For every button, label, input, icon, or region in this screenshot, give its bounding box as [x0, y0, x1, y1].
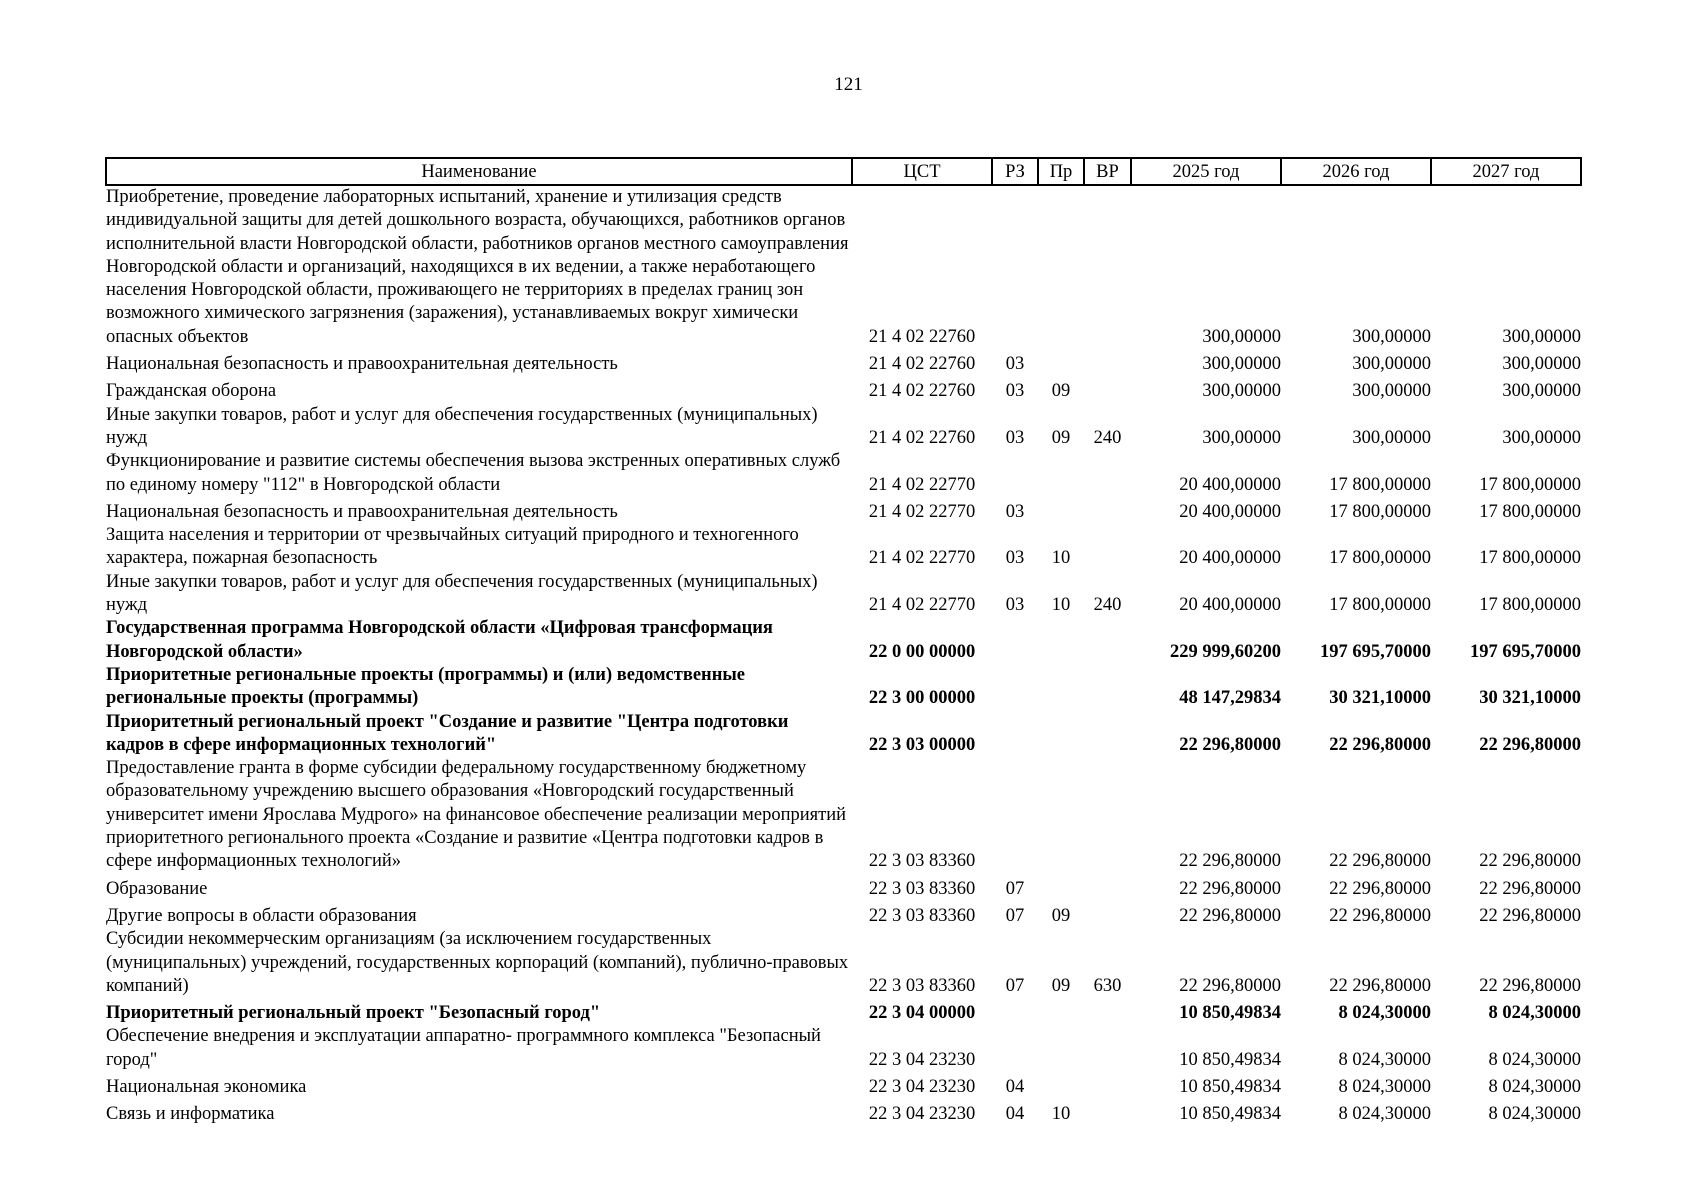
row-amount-2026: 22 296,80000 — [1329, 905, 1431, 926]
table-row — [106, 711, 1581, 758]
row-name: Другие вопросы в области образования — [106, 905, 417, 926]
row-pr — [1038, 874, 1084, 901]
row-name: Связь и информатика — [106, 1104, 275, 1125]
row-pr: 09 — [1051, 905, 1071, 926]
row-amount-2027: 22 296,80000 — [1479, 975, 1581, 996]
row-vr — [1084, 901, 1131, 928]
row-amount-2025: 22 296,80000 — [1179, 734, 1281, 755]
row-amount-2026: 8 024,30000 — [1338, 1049, 1431, 1070]
row-cst: 21 4 02 22770 — [868, 548, 976, 569]
row-name: Иные закупки товаров, работ и услуг для обеспечения государственных (муниципальных) нужд — [106, 404, 818, 448]
row-amount-2025: 300,00000 — [1202, 381, 1281, 402]
row-rz: 03 — [1005, 501, 1025, 522]
row-amount-2027: 8 024,30000 — [1488, 1104, 1581, 1125]
row-amount-2026: 300,00000 — [1352, 427, 1431, 448]
table-row — [106, 349, 1581, 376]
row-rz: 03 — [1005, 595, 1025, 616]
table-body — [106, 185, 1581, 1127]
row-amount-2027: 22 296,80000 — [1479, 851, 1581, 872]
row-amount-2027: 300,00000 — [1502, 354, 1581, 375]
row-amount-2027: 22 296,80000 — [1479, 734, 1581, 755]
row-cst: 22 3 03 83360 — [868, 905, 976, 926]
row-vr: 240 — [1093, 427, 1122, 448]
row-cst: 22 0 00 00000 — [868, 641, 976, 662]
row-amount-2025: 10 850,49834 — [1179, 1049, 1281, 1070]
header-year-2026: 2026 год — [1281, 158, 1431, 185]
row-cst: 21 4 02 22760 — [868, 354, 976, 375]
row-vr: 630 — [1093, 975, 1122, 996]
row-amount-2025: 10 850,49834 — [1179, 1104, 1281, 1125]
row-cst: 22 3 04 23230 — [868, 1049, 976, 1070]
row-cst: 21 4 02 22760 — [868, 326, 976, 347]
row-pr: 09 — [1051, 381, 1071, 402]
row-name: Государственная программа Новгородской области «Цифровая трансформация Новгородской области» — [106, 618, 773, 662]
row-rz: 03 — [1005, 427, 1025, 448]
row-vr — [1084, 497, 1131, 524]
row-rz — [992, 664, 1038, 711]
row-rz — [992, 998, 1038, 1025]
row-name: Предоставление гранта в форме субсидии федеральному государственному бюджетному образовательному учреждению высшего образования «Новгородский государственный университет имени Ярослава Мудрого» на финансовое обеспечение реализации мероприятий приоритетного регионального проекта «Создание и развитие «Центра подготовки кадров в сфере информационных технологий» — [106, 758, 847, 872]
table-row — [106, 901, 1581, 928]
row-amount-2025: 22 296,80000 — [1179, 851, 1281, 872]
row-pr — [1038, 450, 1084, 497]
row-rz — [992, 1025, 1038, 1072]
table-row — [106, 524, 1581, 571]
row-pr — [1038, 1025, 1084, 1072]
header-cst: ЦСТ — [852, 158, 992, 185]
row-amount-2026: 197 695,70000 — [1320, 641, 1431, 662]
row-amount-2026: 8 024,30000 — [1338, 1003, 1431, 1024]
row-amount-2026: 8 024,30000 — [1338, 1076, 1431, 1097]
row-cst: 21 4 02 22770 — [868, 595, 976, 616]
row-rz — [992, 450, 1038, 497]
row-rz — [992, 185, 1038, 349]
table-row — [106, 1099, 1581, 1126]
row-amount-2027: 8 024,30000 — [1488, 1076, 1581, 1097]
row-pr: 09 — [1051, 975, 1071, 996]
row-vr — [1084, 1072, 1131, 1099]
row-vr — [1084, 711, 1131, 758]
row-vr — [1084, 874, 1131, 901]
row-rz — [992, 617, 1038, 664]
row-pr: 09 — [1051, 427, 1071, 448]
table-row — [106, 998, 1581, 1025]
row-amount-2027: 300,00000 — [1502, 427, 1581, 448]
row-amount-2025: 20 400,00000 — [1179, 501, 1281, 522]
row-pr: 10 — [1051, 595, 1071, 616]
row-name: Приоритетные региональные проекты (программы) и (или) ведомственные региональные проекты (программы) — [106, 664, 746, 709]
row-amount-2026: 30 321,10000 — [1329, 688, 1431, 709]
row-rz — [992, 757, 1038, 873]
row-name: Национальная экономика — [106, 1076, 307, 1097]
row-cst: 21 4 02 22770 — [868, 501, 976, 522]
row-rz: 03 — [1005, 548, 1025, 569]
row-pr — [1038, 617, 1084, 664]
table-row — [106, 1072, 1581, 1099]
row-amount-2025: 20 400,00000 — [1179, 548, 1281, 569]
row-amount-2026: 22 296,80000 — [1329, 851, 1431, 872]
row-amount-2026: 17 800,00000 — [1329, 474, 1431, 495]
row-rz: 07 — [1005, 905, 1025, 926]
row-vr — [1084, 185, 1131, 349]
row-amount-2026: 22 296,80000 — [1329, 975, 1431, 996]
row-amount-2026: 22 296,80000 — [1329, 878, 1431, 899]
row-amount-2025: 300,00000 — [1202, 427, 1281, 448]
row-amount-2025: 229 999,60200 — [1170, 641, 1281, 662]
row-amount-2026: 22 296,80000 — [1329, 734, 1431, 755]
row-name: Функционирование и развитие системы обеспечения вызова экстренных оперативных служб по единому номеру "112" в Новгородской области — [106, 451, 841, 495]
row-pr — [1038, 185, 1084, 349]
header-year-2027: 2027 год — [1431, 158, 1581, 185]
row-pr — [1038, 998, 1084, 1025]
row-name: Гражданская оборона — [106, 381, 277, 402]
table-row — [106, 185, 1581, 349]
table-row — [106, 928, 1581, 998]
row-name: Обеспечение внедрения и эксплуатации аппаратно- программного комплекса "Безопасный город" — [106, 1026, 821, 1070]
row-amount-2027: 22 296,80000 — [1479, 878, 1581, 899]
row-name: Национальная безопасность и правоохранительная деятельность — [106, 354, 618, 375]
row-vr — [1084, 376, 1131, 403]
row-amount-2025: 22 296,80000 — [1179, 905, 1281, 926]
row-vr — [1084, 450, 1131, 497]
row-vr — [1084, 1099, 1131, 1126]
page-number: 121 — [834, 74, 863, 95]
row-vr — [1084, 617, 1131, 664]
row-amount-2026: 300,00000 — [1352, 381, 1431, 402]
row-amount-2026: 300,00000 — [1352, 326, 1431, 347]
row-pr — [1038, 757, 1084, 873]
row-vr — [1084, 998, 1131, 1025]
row-name: Приоритетный региональный проект "Безопасный город" — [106, 1003, 601, 1024]
row-amount-2027: 8 024,30000 — [1488, 1049, 1581, 1070]
row-name: Иные закупки товаров, работ и услуг для обеспечения государственных (муниципальных) нужд — [106, 571, 818, 616]
row-amount-2027: 30 321,10000 — [1479, 688, 1581, 709]
row-amount-2027: 17 800,00000 — [1479, 595, 1581, 616]
row-amount-2025: 22 296,80000 — [1179, 975, 1281, 996]
row-amount-2026: 300,00000 — [1352, 354, 1431, 375]
row-cst: 21 4 02 22760 — [868, 427, 976, 448]
row-pr — [1038, 349, 1084, 376]
header-year-2025: 2025 год — [1131, 158, 1281, 185]
row-amount-2025: 10 850,49834 — [1179, 1076, 1281, 1097]
row-amount-2027: 17 800,00000 — [1479, 501, 1581, 522]
row-cst: 22 3 03 83360 — [868, 975, 976, 996]
row-pr — [1038, 1072, 1084, 1099]
table-row — [106, 874, 1581, 901]
row-amount-2025: 300,00000 — [1202, 354, 1281, 375]
row-rz — [992, 711, 1038, 758]
row-amount-2025: 20 400,00000 — [1179, 474, 1281, 495]
row-amount-2027: 8 024,30000 — [1488, 1003, 1581, 1024]
row-amount-2027: 197 695,70000 — [1470, 641, 1581, 662]
row-vr — [1084, 524, 1131, 571]
header-rz: РЗ — [992, 158, 1038, 185]
row-name: Приоритетный региональный проект "Создание и развитие "Центра подготовки кадров в сфере информационных технологий" — [106, 711, 789, 755]
header-name: Наименование — [106, 158, 852, 185]
row-amount-2026: 17 800,00000 — [1329, 595, 1431, 616]
row-cst: 22 3 00 00000 — [868, 688, 976, 709]
row-vr: 240 — [1093, 595, 1122, 616]
row-amount-2025: 10 850,49834 — [1179, 1003, 1281, 1024]
row-cst: 22 3 04 23230 — [868, 1076, 976, 1097]
table-row — [106, 1025, 1581, 1072]
row-rz: 07 — [1005, 975, 1025, 996]
row-amount-2025: 48 147,29834 — [1179, 688, 1281, 709]
table-row — [106, 664, 1581, 711]
table-row — [106, 757, 1581, 873]
row-cst: 22 3 03 83360 — [868, 851, 976, 872]
row-name: Национальная безопасность и правоохранительная деятельность — [106, 501, 618, 522]
row-name: Субсидии некоммерческим организациям (за исключением государственных (муниципальных) учреждений, государственных корпораций (компаний), публично-правовых компаний) — [106, 929, 849, 996]
row-vr — [1084, 664, 1131, 711]
table-row — [106, 617, 1581, 664]
row-name: Приобретение, проведение лабораторных испытаний, хранение и утилизация средств индивидуальной защиты для детей дошкольного возраста, обучающихся, работников органов исполнительной власти Новгородской области, работников органов местного самоуправления Новгородской области и организаций, находящихся в их ведении, а также неработающего населения Новгородской области, проживающего не территориях в пределах границ зон возможного химического загрязнения (заражения), устанавливаемых вокруг химически опасных объектов — [106, 187, 849, 347]
row-amount-2026: 8 024,30000 — [1338, 1104, 1431, 1125]
row-vr — [1084, 1025, 1131, 1072]
row-amount-2027: 300,00000 — [1502, 326, 1581, 347]
row-amount-2027: 17 800,00000 — [1479, 548, 1581, 569]
table-row — [106, 571, 1581, 618]
row-vr — [1084, 349, 1131, 376]
row-rz: 04 — [1005, 1076, 1025, 1097]
row-rz: 03 — [1005, 381, 1025, 402]
row-rz: 07 — [1005, 878, 1025, 899]
row-name: Защита населения и территории от чрезвычайных ситуаций природного и техногенного характера, пожарная безопасность — [106, 525, 799, 569]
row-pr — [1038, 711, 1084, 758]
row-amount-2025: 20 400,00000 — [1179, 595, 1281, 616]
row-cst: 22 3 03 83360 — [868, 878, 976, 899]
row-pr — [1038, 664, 1084, 711]
row-rz: 04 — [1005, 1104, 1025, 1125]
row-cst: 21 4 02 22770 — [868, 474, 976, 495]
row-cst: 22 3 04 00000 — [868, 1003, 976, 1024]
row-rz: 03 — [1005, 354, 1025, 375]
row-amount-2027: 300,00000 — [1502, 381, 1581, 402]
row-cst: 22 3 03 00000 — [868, 734, 976, 755]
row-pr: 10 — [1051, 548, 1071, 569]
row-cst: 21 4 02 22760 — [868, 381, 976, 402]
row-amount-2026: 17 800,00000 — [1329, 548, 1431, 569]
row-amount-2027: 22 296,80000 — [1479, 905, 1581, 926]
row-vr — [1084, 757, 1131, 873]
table-row — [106, 450, 1581, 497]
table-row — [106, 404, 1581, 451]
row-cst: 22 3 04 23230 — [868, 1104, 976, 1125]
row-amount-2025: 22 296,80000 — [1179, 878, 1281, 899]
table-header-row — [106, 158, 1581, 185]
table-row — [106, 497, 1581, 524]
row-pr — [1038, 497, 1084, 524]
budget-table — [105, 157, 1582, 1127]
table-row — [106, 376, 1581, 403]
header-vr: ВР — [1084, 158, 1131, 185]
row-amount-2025: 300,00000 — [1202, 326, 1281, 347]
header-pr: Пр — [1038, 158, 1084, 185]
row-amount-2027: 17 800,00000 — [1479, 474, 1581, 495]
row-name: Образование — [106, 878, 208, 899]
row-pr: 10 — [1051, 1104, 1071, 1125]
row-amount-2026: 17 800,00000 — [1329, 501, 1431, 522]
